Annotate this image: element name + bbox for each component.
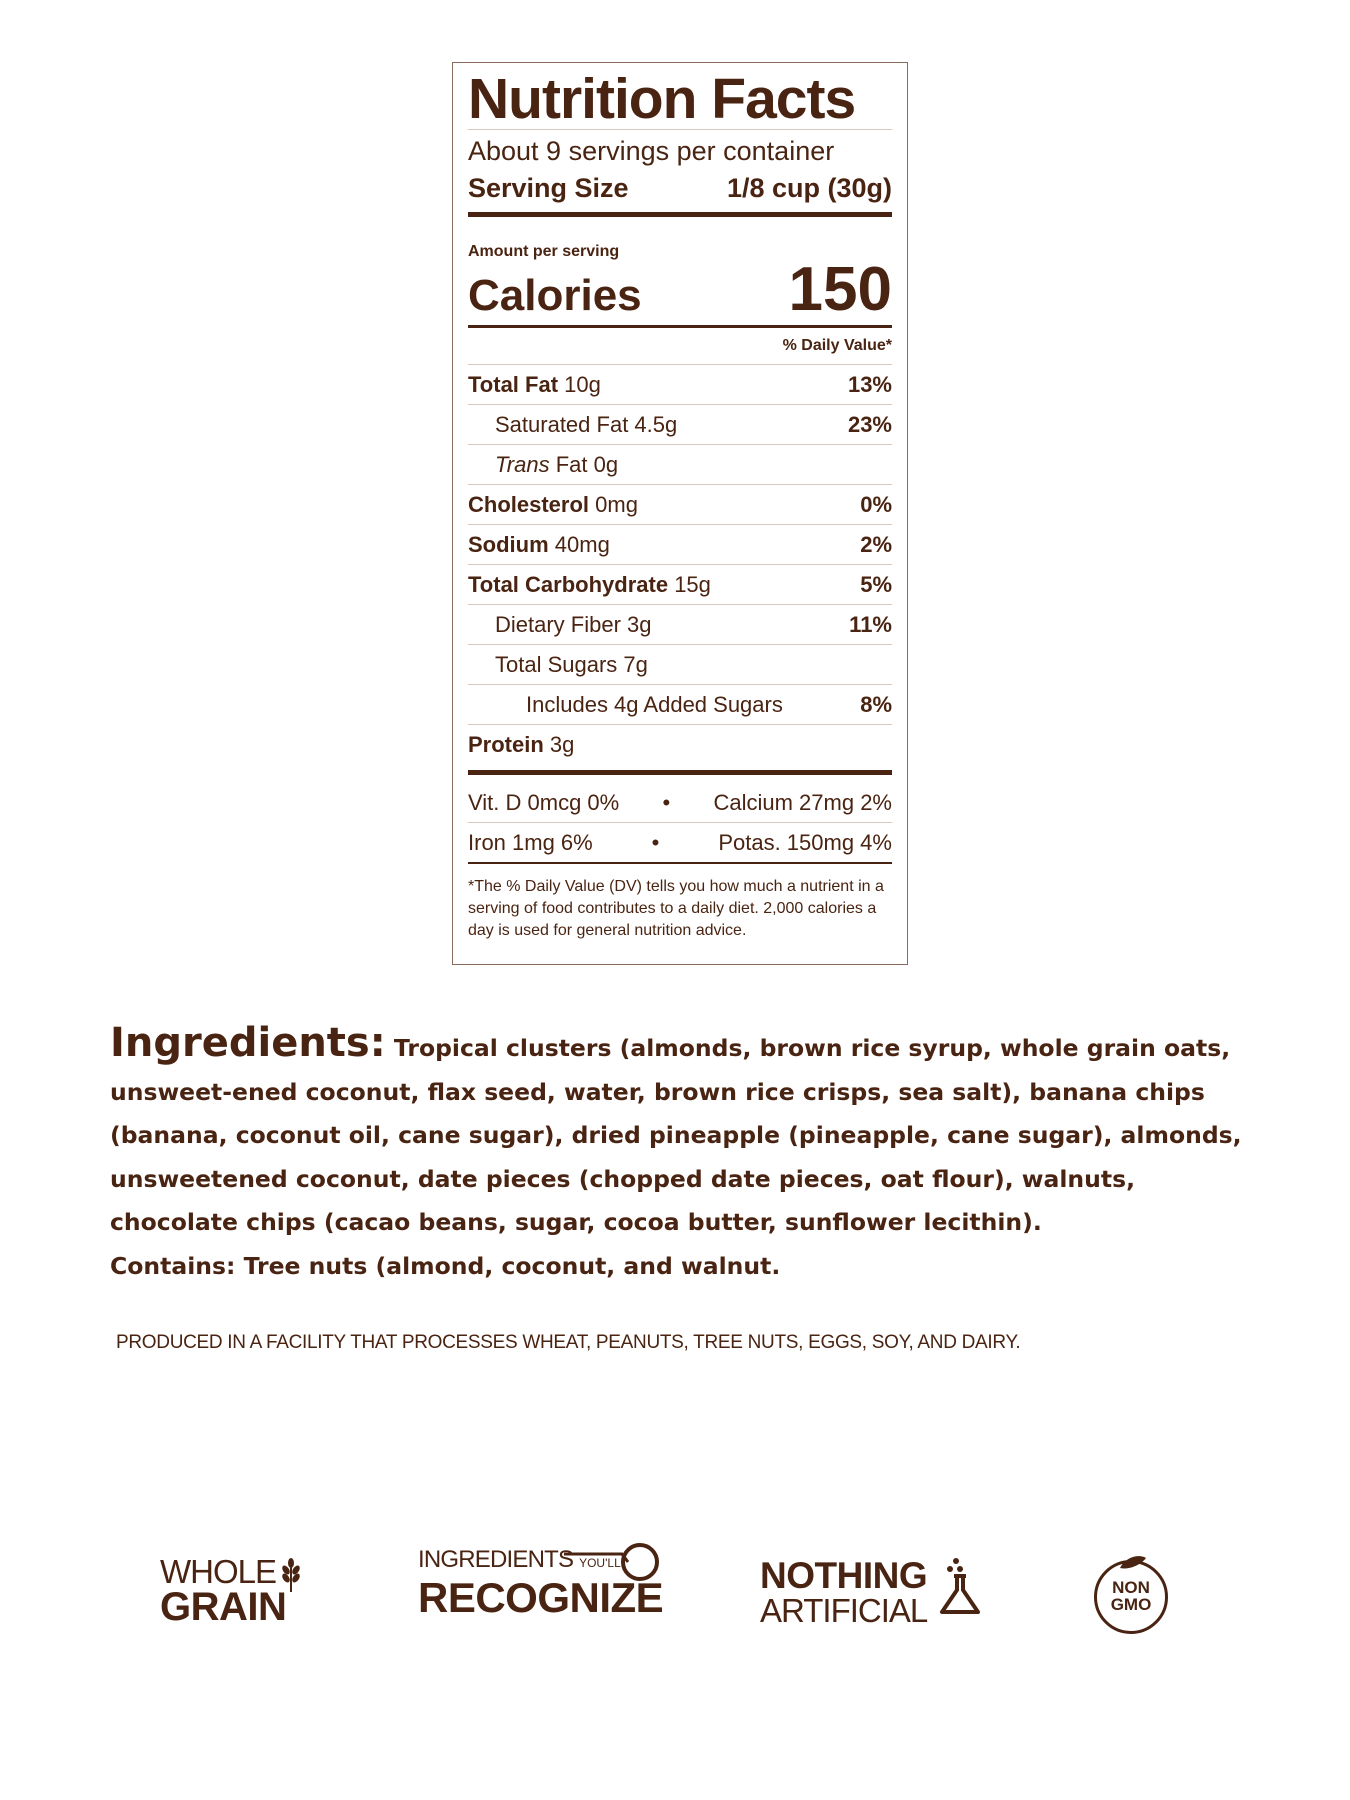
serving-size-label: Serving Size bbox=[468, 173, 629, 203]
nutrient-name: Includes 4g Added Sugars bbox=[526, 692, 783, 717]
nutrient-row-saturated-fat bbox=[468, 404, 892, 444]
vitamin-row bbox=[468, 783, 892, 822]
nutrient-amount: 3g bbox=[549, 732, 575, 757]
vitamin-right: Calcium 27mg 2% bbox=[713, 790, 892, 815]
nutrient-name: Fat 0g bbox=[549, 452, 619, 477]
non-gmo-line1: NON bbox=[1112, 1578, 1150, 1597]
non-gmo-line2: GMO bbox=[1110, 1595, 1152, 1614]
nutrient-row-total-carbohydrate bbox=[468, 564, 892, 604]
calories-label: Calories bbox=[468, 271, 642, 320]
non-gmo-badge bbox=[1094, 1560, 1168, 1634]
leaf-icon bbox=[1118, 1554, 1148, 1570]
nothing-artificial-line2: ARTIFICIAL bbox=[760, 1592, 928, 1629]
nutrient-name: Total Fat bbox=[468, 372, 559, 397]
ingredients-text: Tropical clusters (almonds, brown rice syrup, whole grain oats, unsweet-ened coconut, flax seed, water, brown rice crisps, sea salt), banana chips (banana, coconut oil, cane sugar), dried pineapple (pineapple, cane sugar), almonds, unsweetened coconut, date pieces (chopped date pieces, oat flour), walnuts, chocolate chips (cacao beans, sugar, cocoa butter, sunflower lecithin). bbox=[110, 1034, 1242, 1236]
nutrient-dv: 11% bbox=[849, 612, 892, 637]
nothing-artificial-line1: NOTHING bbox=[760, 1555, 928, 1596]
facility-statement: PRODUCED IN A FACILITY THAT PROCESSES WHEAT, PEANUTS, TREE NUTS, EGGS, SOY, AND DAIRY. bbox=[116, 1332, 1021, 1353]
thick-divider bbox=[468, 770, 892, 775]
nutrition-title: Nutrition Facts bbox=[468, 67, 856, 131]
nutrient-row-added-sugars bbox=[468, 684, 892, 724]
nutrient-name: Saturated Fat 4.5g bbox=[495, 412, 678, 437]
nutrient-name: Dietary Fiber 3g bbox=[495, 612, 652, 637]
ingredients-heading: Ingredients: bbox=[110, 1020, 386, 1066]
vitamin-left: Iron 1mg 6% bbox=[468, 830, 593, 855]
nutrition-facts-panel bbox=[452, 62, 908, 965]
nutrient-name: Cholesterol bbox=[468, 492, 590, 517]
nutrient-row-trans-fat bbox=[468, 444, 892, 484]
nutrient-amount: 10g bbox=[564, 372, 601, 397]
daily-value-header: % Daily Value* bbox=[782, 337, 892, 354]
bullet-separator: • bbox=[651, 830, 660, 855]
nutrient-dv: 23% bbox=[847, 412, 892, 437]
serving-size bbox=[468, 170, 892, 212]
amount-per-serving: Amount per serving bbox=[468, 243, 620, 260]
calories-value: 150 bbox=[788, 255, 892, 324]
recognize-line1: INGREDIENTS bbox=[418, 1546, 574, 1573]
nutrient-amount: 40mg bbox=[554, 532, 610, 557]
servings-per-container: About 9 servings per container bbox=[468, 136, 835, 166]
nutrient-dv: 5% bbox=[860, 572, 892, 597]
magnifier-icon bbox=[562, 1542, 662, 1592]
nutrient-row-cholesterol bbox=[468, 484, 892, 524]
nothing-artificial-badge bbox=[760, 1555, 928, 1629]
nutrient-name: Sodium bbox=[468, 532, 549, 557]
daily-value-footnote: *The % Daily Value (DV) tells you how much a nutrient in a serving of food contributes to a daily diet. 2,000 calories a day is used for general nutrition advice. bbox=[468, 878, 884, 939]
vitamin-left: Vit. D 0mcg 0% bbox=[468, 790, 620, 815]
thick-divider bbox=[468, 212, 892, 217]
calories-row bbox=[468, 255, 892, 325]
nutrient-row-total-fat bbox=[468, 364, 892, 404]
nutrient-dv: 0% bbox=[860, 492, 892, 517]
nutrient-amount: 0mg bbox=[595, 492, 638, 517]
wheat-icon bbox=[280, 1558, 302, 1592]
medium-divider bbox=[468, 862, 892, 864]
whole-grain-badge bbox=[160, 1553, 287, 1629]
nutrient-dv: 13% bbox=[847, 372, 892, 397]
allergen-contains: Contains: Tree nuts (almond, coconut, and walnut. bbox=[110, 1251, 781, 1280]
nutrient-row-dietary-fiber bbox=[468, 604, 892, 644]
vitamin-right: Potas. 150mg 4% bbox=[718, 830, 892, 855]
recognize-line2: RECOGNIZE bbox=[418, 1574, 664, 1621]
whole-grain-line2: GRAIN bbox=[160, 1585, 287, 1629]
nutrient-name: Total Carbohydrate bbox=[468, 572, 669, 597]
whole-grain-line1: WHOLE bbox=[160, 1553, 277, 1590]
nutrient-row-sodium bbox=[468, 524, 892, 564]
nutrient-row-protein bbox=[468, 724, 892, 764]
nutrient-amount: 15g bbox=[674, 572, 711, 597]
nutrient-dv: 2% bbox=[860, 532, 892, 557]
flask-icon bbox=[936, 1556, 984, 1616]
ingredients-block bbox=[110, 1022, 1260, 1288]
vitamin-row bbox=[468, 822, 892, 862]
nutrient-name-italic: Trans bbox=[495, 452, 550, 477]
recognize-small: YOU'LL bbox=[579, 1556, 621, 1570]
nutrient-name: Total Sugars 7g bbox=[495, 652, 648, 677]
nutrient-dv: 8% bbox=[860, 692, 892, 717]
serving-size-value: 1/8 cup (30g) bbox=[726, 173, 892, 203]
nutrient-row-total-sugars bbox=[468, 644, 892, 684]
nutrient-name: Protein bbox=[468, 732, 544, 757]
bullet-separator: • bbox=[662, 790, 671, 815]
